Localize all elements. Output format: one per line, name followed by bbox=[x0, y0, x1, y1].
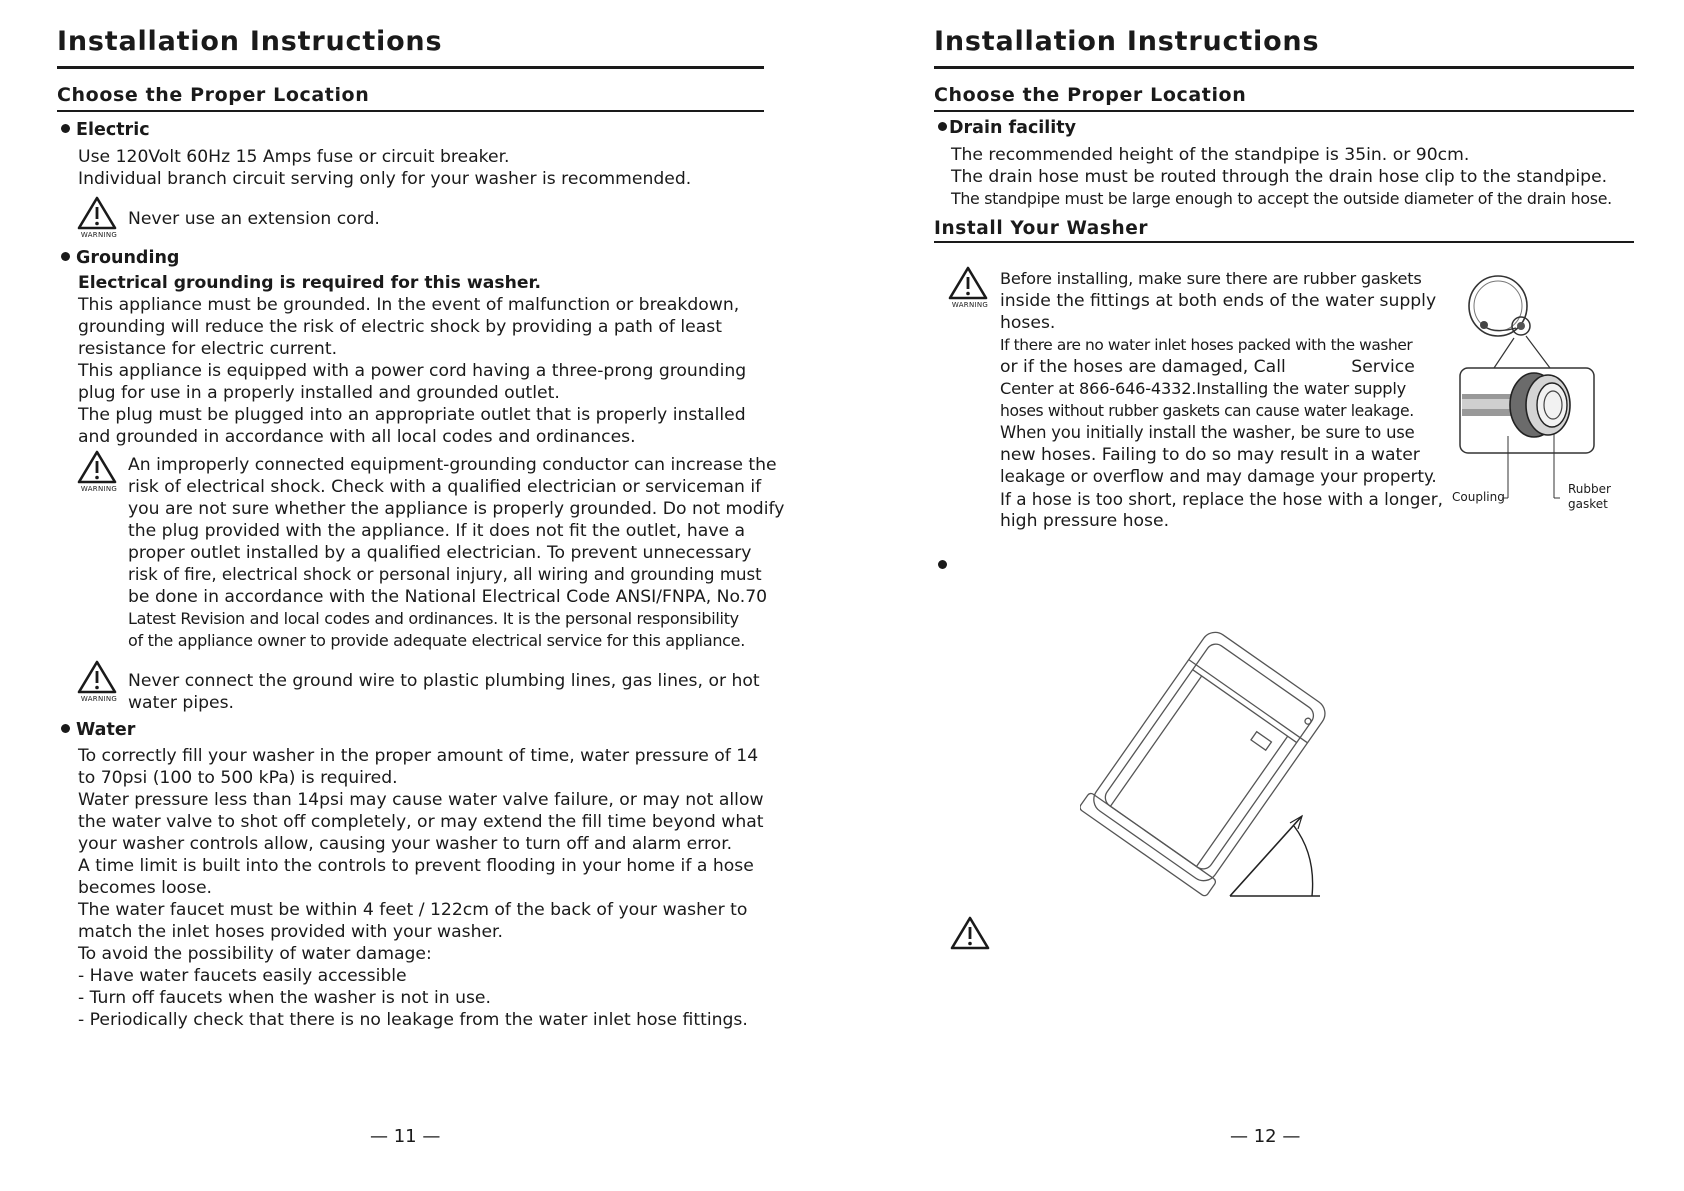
water-heading: Water bbox=[61, 720, 135, 740]
water-line: Water pressure less than 14psi may cause water valve failure, or may not allow bbox=[78, 790, 764, 810]
section-rule bbox=[57, 110, 764, 112]
install-line: high pressure hose. bbox=[1000, 511, 1170, 531]
install-line: Before installing, make sure there are rubber gaskets bbox=[1000, 269, 1422, 288]
water-line: - Turn off faucets when the washer is not in use. bbox=[78, 988, 491, 1008]
grounding-line: resistance for electric current. bbox=[78, 339, 338, 359]
warning-text: Never use an extension cord. bbox=[128, 209, 380, 229]
install-line: or if the hoses are damaged, Call Service bbox=[1000, 357, 1415, 377]
install-line: Center at 866-646-4332.Installing the water supply bbox=[1000, 379, 1407, 398]
warning-label: WARNING bbox=[80, 695, 118, 703]
section-heading: Choose the Proper Location bbox=[934, 84, 1247, 106]
water-line: To correctly fill your washer in the proper amount of time, water pressure of 14 bbox=[78, 746, 759, 766]
warning-icon bbox=[950, 916, 994, 950]
water-line: your washer controls allow, causing your washer to turn off and alarm error. bbox=[78, 834, 733, 854]
warning-line: the plug provided with the appliance. If it does not fit the outlet, have a bbox=[128, 521, 746, 541]
warning-label: WARNING bbox=[80, 231, 118, 239]
electric-line: Individual branch circuit serving only for your washer is recommended. bbox=[78, 169, 692, 189]
title-rule bbox=[934, 66, 1634, 69]
install-line: leakage or overflow and may damage your property. bbox=[1000, 467, 1437, 486]
install-line: When you initially install the washer, be sure to use bbox=[1000, 423, 1415, 442]
water-line: the water valve to shot off completely, or may extend the fill time beyond what bbox=[78, 812, 764, 832]
section-rule bbox=[934, 241, 1634, 243]
warning-line: proper outlet installed by a qualified electrician. To prevent unnecessary bbox=[128, 543, 752, 563]
gasket-label: Rubber bbox=[1568, 482, 1611, 496]
section-rule bbox=[934, 110, 1634, 112]
warning-icon bbox=[77, 450, 121, 493]
warning-icon bbox=[77, 196, 121, 239]
title-rule bbox=[57, 66, 764, 69]
water-line: match the inlet hoses provided with your washer. bbox=[78, 922, 503, 942]
water-line: - Periodically check that there is no leakage from the water inlet hose fittings. bbox=[78, 1010, 748, 1030]
warning-icon bbox=[948, 266, 992, 309]
warning-line: An improperly connected equipment-grounding conductor can increase the bbox=[128, 455, 777, 475]
grounding-line: This appliance must be grounded. In the event of malfunction or breakdown, bbox=[78, 295, 740, 315]
grounding-bold-line: Electrical grounding is required for this washer. bbox=[78, 273, 542, 293]
bullet-icon bbox=[61, 124, 70, 133]
water-line: The water faucet must be within 4 feet / 122cm of the back of your washer to bbox=[78, 900, 748, 920]
water-line: To avoid the possibility of water damage: bbox=[78, 944, 432, 964]
bullet-icon bbox=[938, 560, 947, 569]
gasket-label: gasket bbox=[1568, 497, 1608, 511]
water-line: A time limit is built into the controls to prevent flooding in your home if a hose bbox=[78, 856, 754, 876]
warning-line: water pipes. bbox=[128, 693, 235, 713]
page-number: — 11 — bbox=[370, 1126, 441, 1147]
warning-label: WARNING bbox=[951, 301, 989, 309]
install-line: hoses. bbox=[1000, 313, 1056, 333]
warning-line: be done in accordance with the National Electrical Code ANSI/FNPA, No.70 bbox=[128, 587, 768, 607]
electric-line: Use 120Volt 60Hz 15 Amps fuse or circuit breaker. bbox=[78, 147, 510, 167]
grounding-line: plug for use in a properly installed and grounded outlet. bbox=[78, 383, 560, 403]
water-line: becomes loose. bbox=[78, 878, 212, 898]
drain-line: The standpipe must be large enough to accept the outside diameter of the drain hose. bbox=[951, 189, 1612, 208]
bullet-icon bbox=[61, 724, 70, 733]
grounding-line: The plug must be plugged into an appropriate outlet that is properly installed bbox=[78, 405, 746, 425]
drain-line: The drain hose must be routed through the drain hose clip to the standpipe. bbox=[951, 167, 1608, 187]
install-line: new hoses. Failing to do so may result in a water bbox=[1000, 445, 1420, 465]
warning-line: risk of fire, electrical shock or personal injury, all wiring and grounding must bbox=[128, 565, 762, 584]
warning-label: WARNING bbox=[80, 485, 118, 493]
warning-line: Latest Revision and local codes and ordinances. It is the personal responsibility bbox=[128, 609, 739, 628]
page-number: — 12 — bbox=[1230, 1126, 1301, 1147]
electric-heading: Electric bbox=[61, 120, 150, 140]
page-title: Installation Instructions bbox=[934, 26, 1320, 57]
install-line: If there are no water inlet hoses packed with the washer bbox=[1000, 336, 1413, 354]
warning-line: of the appliance owner to provide adequate electrical service for this appliance. bbox=[128, 631, 745, 650]
install-line: If a hose is too short, replace the hose with a longer, bbox=[1000, 489, 1443, 509]
coupling-label: Coupling bbox=[1452, 490, 1505, 504]
install-line: hoses without rubber gaskets can cause water leakage. bbox=[1000, 402, 1414, 420]
grounding-heading: Grounding bbox=[61, 248, 179, 268]
warning-line: you are not sure whether the appliance is properly grounded. Do not modify bbox=[128, 499, 785, 519]
bullet-icon bbox=[938, 122, 947, 131]
section-heading: Choose the Proper Location bbox=[57, 84, 370, 106]
install-section-heading: Install Your Washer bbox=[934, 218, 1149, 239]
grounding-line: grounding will reduce the risk of electric shock by providing a path of least bbox=[78, 317, 722, 337]
drain-line: The recommended height of the standpipe is 35in. or 90cm. bbox=[951, 145, 1470, 165]
bullet-icon bbox=[61, 252, 70, 261]
grounding-line: This appliance is equipped with a power cord having a three-prong grounding bbox=[78, 361, 747, 381]
warning-line: Never connect the ground wire to plastic plumbing lines, gas lines, or hot bbox=[128, 671, 760, 691]
warning-line: risk of electrical shock. Check with a qualified electrician or serviceman if bbox=[128, 477, 762, 497]
water-line: - Have water faucets easily accessible bbox=[78, 966, 407, 986]
install-line: inside the fittings at both ends of the water supply bbox=[1000, 291, 1437, 311]
page-title: Installation Instructions bbox=[57, 26, 443, 57]
drain-heading: Drain facility bbox=[938, 118, 1076, 138]
washer-tilt-illustration bbox=[1080, 630, 1340, 910]
grounding-line: and grounded in accordance with all local codes and ordinances. bbox=[78, 427, 636, 447]
warning-icon bbox=[77, 660, 121, 703]
hose-coupling-illustration bbox=[1454, 268, 1624, 518]
water-line: to 70psi (100 to 500 kPa) is required. bbox=[78, 768, 398, 788]
